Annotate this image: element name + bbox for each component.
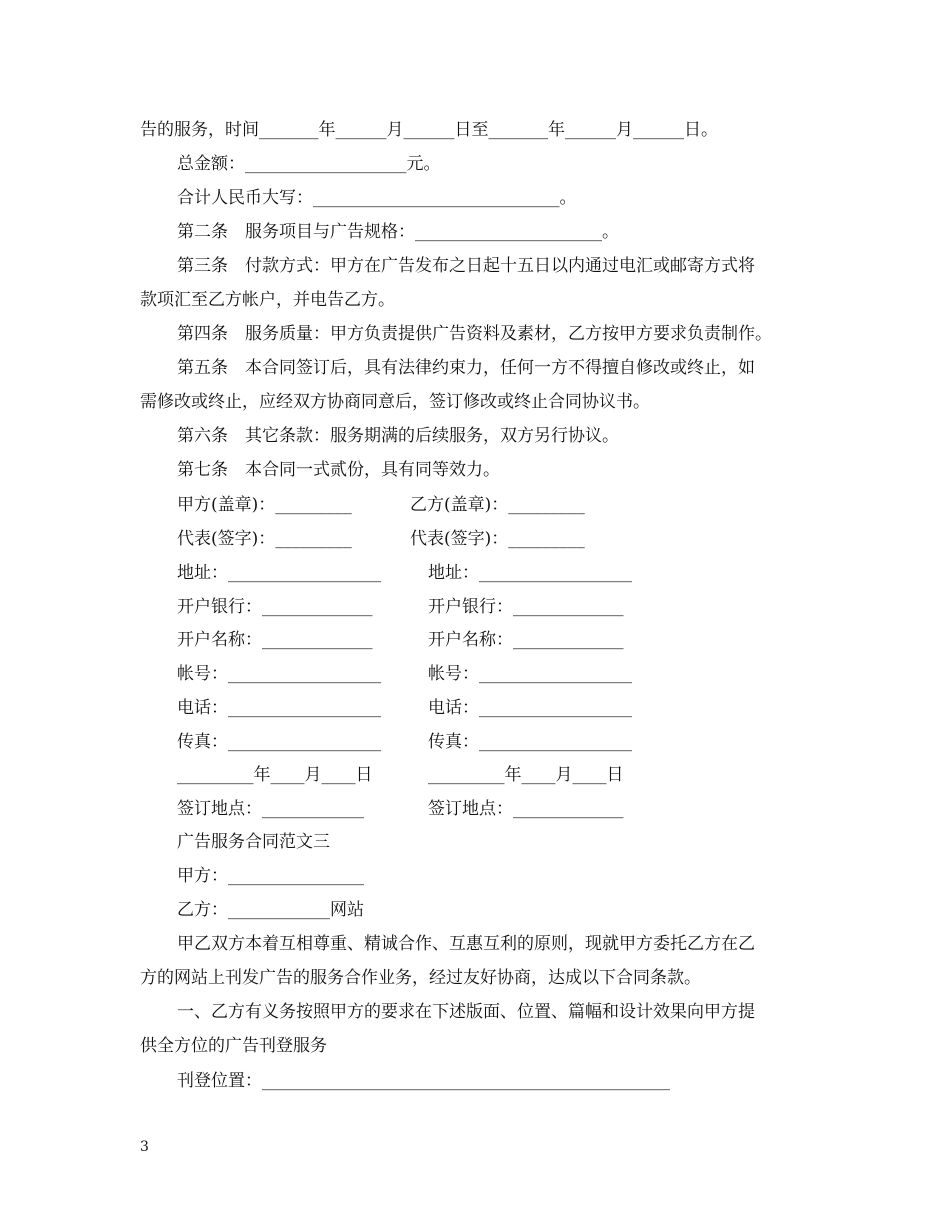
party-a-date: _________年____月____日	[177, 765, 373, 785]
party-a-fax: 传真：__________________	[177, 732, 381, 752]
party-a-representative: 代表(签字)：_________	[177, 529, 352, 549]
preamble-line-1: 甲乙双方本着互相尊重、精诚合作、互惠互利的原则，现就甲方委托乙方在乙	[177, 934, 755, 954]
article-2: 第二条 服务项目与广告规格：______________________。	[177, 222, 619, 242]
clause-1-line-1: 一、乙方有义务按照甲方的要求在下述版面、位置、篇幅和设计效果向甲方提	[177, 1002, 755, 1022]
article-6: 第六条 其它条款：服务期满的后续服务，双方另行协议。	[177, 426, 619, 446]
party-a-signing-place: 签订地点：____________	[177, 799, 364, 819]
party-b-account-number: 帐号：__________________	[428, 664, 632, 684]
amount-in-words-line: 合计人民币大写：_____________________________。	[177, 188, 577, 208]
party-b-fax: 传真：__________________	[428, 732, 632, 752]
page-number: 3	[140, 1139, 149, 1155]
party-a-phone: 电话：__________________	[177, 698, 381, 718]
article-3-line-1: 第三条 付款方式：甲方在广告发布之日起十五日以内通过电汇或邮寄方式将	[177, 256, 755, 276]
party-a-address: 地址：__________________	[177, 563, 381, 583]
party-b-date: _________年____月____日	[428, 765, 624, 785]
party-a-account-name: 开户名称：_____________	[177, 630, 373, 650]
party-a-seal: 甲方(盖章)：_________	[177, 495, 352, 515]
preamble-line-2: 方的网站上刊发广告的服务合作业务，经过友好协商，达成以下合同条款。	[140, 968, 701, 988]
article-5-line-1: 第五条 本合同签订后，具有法律约束力，任何一方不得擅自修改或终止，如	[177, 358, 755, 378]
text-line: 告的服务，时间_______年______月______日至_______年______月______日。	[140, 120, 718, 140]
party-b-representative: 代表(签字)：_________	[410, 529, 585, 549]
article-5-line-2: 需修改或终止，应经双方协商同意后，签订修改或终止合同协议书。	[140, 392, 650, 412]
party-a-line: 甲方：________________	[177, 866, 364, 886]
article-3-line-2: 款项汇至乙方帐户，并电告乙方。	[140, 290, 395, 310]
party-b-phone: 电话：__________________	[428, 698, 632, 718]
party-b-address: 地址：__________________	[428, 563, 632, 583]
article-4: 第四条 服务质量：甲方负责提供广告资料及素材，乙方按甲方要求负责制作。	[177, 324, 772, 344]
party-a-account-number: 帐号：__________________	[177, 664, 381, 684]
article-7: 第七条 本合同一式贰份，具有同等效力。	[177, 460, 500, 480]
party-b-bank: 开户银行：_____________	[428, 597, 624, 617]
clause-1-line-2: 供全方位的广告刊登服务	[140, 1036, 327, 1056]
party-b-line: 乙方：____________网站	[177, 900, 364, 920]
party-b-seal: 乙方(盖章)：_________	[410, 495, 585, 515]
party-b-account-name: 开户名称：_____________	[428, 630, 624, 650]
total-amount-line: 总金额：___________________元。	[177, 154, 441, 174]
party-b-signing-place: 签订地点：_____________	[428, 799, 624, 819]
party-a-bank: 开户银行：_____________	[177, 597, 373, 617]
section-title: 广告服务合同范文三	[177, 832, 330, 852]
position-line: 刊登位置：________________________________________________	[177, 1071, 670, 1091]
